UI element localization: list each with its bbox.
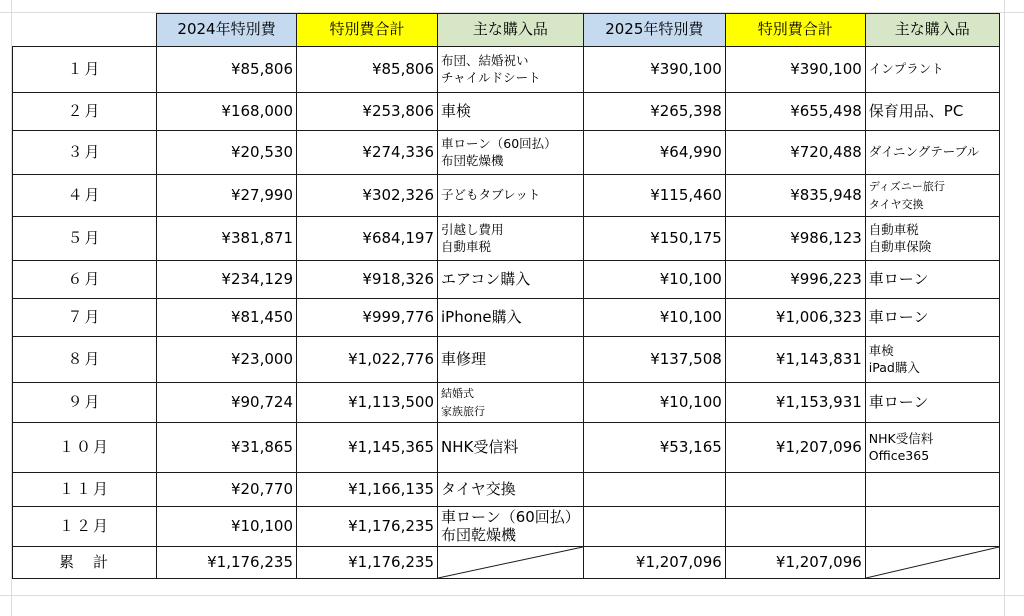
spreadsheet xyxy=(12,13,1000,579)
spend-2024-cell[interactable]: ¥20,770 xyxy=(157,473,297,507)
item-line: NHK受信料 xyxy=(868,430,934,446)
spend-2024-cell[interactable]: ¥23,000 xyxy=(157,337,297,383)
item-line: 自動車保険 xyxy=(868,238,932,254)
total-2024-cell[interactable]: ¥302,326 xyxy=(297,175,438,217)
month-cell[interactable]: １０月 xyxy=(13,423,157,473)
items-2025-cell[interactable] xyxy=(865,175,999,217)
item-line: インプラント xyxy=(868,61,944,77)
corner-cell[interactable] xyxy=(13,14,157,47)
table-row xyxy=(13,507,1000,547)
item-line: タイヤ交換 xyxy=(441,479,516,498)
spend-2024-cell[interactable]: ¥10,100 xyxy=(157,507,297,547)
item-line: 引越し費用 xyxy=(441,221,504,237)
total-2024-cell[interactable]: ¥1,176,235 xyxy=(297,507,438,547)
total-2025-cell[interactable]: ¥996,223 xyxy=(725,261,865,299)
item-line: NHK受信料 xyxy=(441,437,519,456)
items-2024-cell[interactable] xyxy=(438,383,584,423)
spend-2025-cell[interactable]: ¥64,990 xyxy=(583,131,725,175)
total-2024-cell[interactable]: ¥684,197 xyxy=(297,217,438,261)
item-line: 車検 xyxy=(441,101,472,120)
month-cell[interactable]: ６月 xyxy=(13,261,157,299)
items-2024-cell[interactable] xyxy=(438,507,584,547)
header-spend-2024[interactable]: 2024年特別費 xyxy=(157,14,297,47)
month-cell[interactable]: ３月 xyxy=(13,131,157,175)
total-2024-cell[interactable]: ¥253,806 xyxy=(297,93,438,131)
spend-2025-cell[interactable]: ¥10,100 xyxy=(583,261,725,299)
header-total-2025[interactable]: 特別費合計 xyxy=(725,14,865,47)
spend-2025-cell[interactable]: ¥265,398 xyxy=(583,93,725,131)
total-2025-cell[interactable] xyxy=(725,473,865,507)
month-cell[interactable]: ４月 xyxy=(13,175,157,217)
item-line: 車ローン（60回払） xyxy=(441,135,557,151)
item-line: 車ローン（60回払） xyxy=(441,508,580,527)
items-2025-cell[interactable] xyxy=(865,299,999,337)
total-2024-cell[interactable]: ¥918,326 xyxy=(297,261,438,299)
spend-2024-cell[interactable]: ¥31,865 xyxy=(157,423,297,473)
item-line: ディズニー旅行 xyxy=(868,179,945,193)
table-row xyxy=(13,299,1000,337)
special-expense-table xyxy=(12,13,1000,579)
spend-2025-cell[interactable] xyxy=(583,473,725,507)
item-line: 子どもタブレット xyxy=(441,187,541,203)
spend-2024-cell[interactable]: ¥20,530 xyxy=(157,131,297,175)
spend-2024-cell[interactable]: ¥90,724 xyxy=(157,383,297,423)
spend-2024-cell[interactable]: ¥81,450 xyxy=(157,299,297,337)
totals-spend-2024-cell[interactable]: ¥1,176,235 xyxy=(157,547,297,579)
item-line: 自動車税 xyxy=(868,221,919,237)
totals-label-cell[interactable]: 累 計 xyxy=(13,547,157,579)
item-line: 保育用品、PC xyxy=(868,101,964,120)
total-2025-cell[interactable] xyxy=(725,507,865,547)
items-2025-cell[interactable] xyxy=(865,473,999,507)
total-2025-cell[interactable]: ¥1,143,831 xyxy=(725,337,865,383)
item-line: ダイニングテーブル xyxy=(868,144,980,160)
items-2025-cell[interactable] xyxy=(865,507,999,547)
month-cell[interactable]: ５月 xyxy=(13,217,157,261)
items-2025-cell[interactable] xyxy=(865,131,999,175)
items-2024-cell[interactable] xyxy=(438,337,584,383)
month-cell[interactable]: １月 xyxy=(13,47,157,93)
items-2024-cell[interactable] xyxy=(438,47,584,93)
total-2025-cell[interactable]: ¥1,006,323 xyxy=(725,299,865,337)
table-row xyxy=(13,261,1000,299)
item-line: 車検 xyxy=(868,342,894,358)
spend-2025-cell[interactable]: ¥10,100 xyxy=(583,299,725,337)
totals-items-2025-diagonal[interactable] xyxy=(865,547,999,579)
items-2025-cell[interactable] xyxy=(865,47,999,93)
totals-total-2024-cell[interactable]: ¥1,176,235 xyxy=(297,547,438,579)
items-2024-cell[interactable] xyxy=(438,175,584,217)
table-row xyxy=(13,383,1000,423)
spend-2024-cell[interactable]: ¥168,000 xyxy=(157,93,297,131)
item-line: 車ローン xyxy=(868,269,929,288)
total-2025-cell[interactable]: ¥1,153,931 xyxy=(725,383,865,423)
totals-items-2024-diagonal[interactable] xyxy=(438,547,584,579)
table-row xyxy=(13,337,1000,383)
total-2024-cell[interactable]: ¥1,022,776 xyxy=(297,337,438,383)
item-line: チャイルドシート xyxy=(441,69,541,85)
item-line: タイヤ交換 xyxy=(868,197,924,211)
item-line: 車修理 xyxy=(441,349,487,368)
items-2025-cell[interactable] xyxy=(865,383,999,423)
header-row xyxy=(13,14,1000,47)
item-line: 布団、結婚祝い xyxy=(441,52,529,68)
table-row xyxy=(13,131,1000,175)
total-2025-cell[interactable]: ¥1,207,096 xyxy=(725,423,865,473)
items-2024-cell[interactable] xyxy=(438,217,584,261)
total-2025-cell[interactable]: ¥655,498 xyxy=(725,93,865,131)
header-items-2024[interactable]: 主な購入品 xyxy=(438,14,584,47)
item-line: Office365 xyxy=(868,447,930,463)
total-2024-cell[interactable]: ¥1,166,135 xyxy=(297,473,438,507)
item-line: エアコン購入 xyxy=(441,269,531,288)
total-2025-cell[interactable]: ¥390,100 xyxy=(725,47,865,93)
table-row xyxy=(13,423,1000,473)
spend-2025-cell[interactable]: ¥150,175 xyxy=(583,217,725,261)
items-2024-cell[interactable] xyxy=(438,261,584,299)
totals-total-2025-cell[interactable]: ¥1,207,096 xyxy=(725,547,865,579)
total-2024-cell[interactable]: ¥999,776 xyxy=(297,299,438,337)
items-2025-cell[interactable] xyxy=(865,423,999,473)
total-2024-cell[interactable]: ¥274,336 xyxy=(297,131,438,175)
spend-2025-cell[interactable]: ¥390,100 xyxy=(583,47,725,93)
spend-2025-cell[interactable]: ¥10,100 xyxy=(583,383,725,423)
totals-spend-2025-cell[interactable]: ¥1,207,096 xyxy=(583,547,725,579)
item-line: iPad購入 xyxy=(868,359,920,375)
header-spend-2025[interactable]: 2025年特別費 xyxy=(583,14,725,47)
total-2025-cell[interactable]: ¥720,488 xyxy=(725,131,865,175)
items-2024-cell[interactable] xyxy=(438,423,584,473)
items-2025-cell[interactable] xyxy=(865,217,999,261)
item-line: 家族旅行 xyxy=(441,404,485,418)
item-line: iPhone購入 xyxy=(441,307,522,326)
spend-2024-cell[interactable]: ¥234,129 xyxy=(157,261,297,299)
header-total-2024[interactable]: 特別費合計 xyxy=(297,14,438,47)
table-row xyxy=(13,47,1000,93)
items-2025-cell[interactable] xyxy=(865,93,999,131)
item-line: 自動車税 xyxy=(441,238,492,254)
total-2024-cell[interactable]: ¥1,113,500 xyxy=(297,383,438,423)
item-line: 車ローン xyxy=(868,307,929,326)
spend-2024-cell[interactable]: ¥27,990 xyxy=(157,175,297,217)
total-2024-cell[interactable]: ¥85,806 xyxy=(297,47,438,93)
month-cell[interactable]: ８月 xyxy=(13,337,157,383)
spend-2025-cell[interactable]: ¥53,165 xyxy=(583,423,725,473)
item-line: 車ローン xyxy=(868,392,929,411)
month-cell[interactable]: １１月 xyxy=(13,473,157,507)
spend-2025-cell[interactable]: ¥115,460 xyxy=(583,175,725,217)
table-row xyxy=(13,93,1000,131)
totals-row xyxy=(13,547,1000,579)
month-cell[interactable]: ９月 xyxy=(13,383,157,423)
items-2024-cell[interactable] xyxy=(438,93,584,131)
table-row xyxy=(13,473,1000,507)
month-cell[interactable]: ７月 xyxy=(13,299,157,337)
items-2025-cell[interactable] xyxy=(865,261,999,299)
total-2024-cell[interactable]: ¥1,145,365 xyxy=(297,423,438,473)
items-2024-cell[interactable] xyxy=(438,473,584,507)
spend-2025-cell[interactable] xyxy=(583,507,725,547)
item-line: 結婚式 xyxy=(441,386,474,400)
item-line: 布団乾燥機 xyxy=(441,152,504,168)
items-2024-cell[interactable] xyxy=(438,299,584,337)
total-2025-cell[interactable]: ¥986,123 xyxy=(725,217,865,261)
month-cell[interactable]: ２月 xyxy=(13,93,157,131)
total-2025-cell[interactable]: ¥835,948 xyxy=(725,175,865,217)
month-cell[interactable]: １２月 xyxy=(13,507,157,547)
spend-2024-cell[interactable]: ¥381,871 xyxy=(157,217,297,261)
items-2024-cell[interactable] xyxy=(438,131,584,175)
items-2025-cell[interactable] xyxy=(865,337,999,383)
table-row xyxy=(13,217,1000,261)
item-line: 布団乾燥機 xyxy=(441,525,517,544)
table-row xyxy=(13,175,1000,217)
header-items-2025[interactable]: 主な購入品 xyxy=(865,14,999,47)
spend-2024-cell[interactable]: ¥85,806 xyxy=(157,47,297,93)
spend-2025-cell[interactable]: ¥137,508 xyxy=(583,337,725,383)
